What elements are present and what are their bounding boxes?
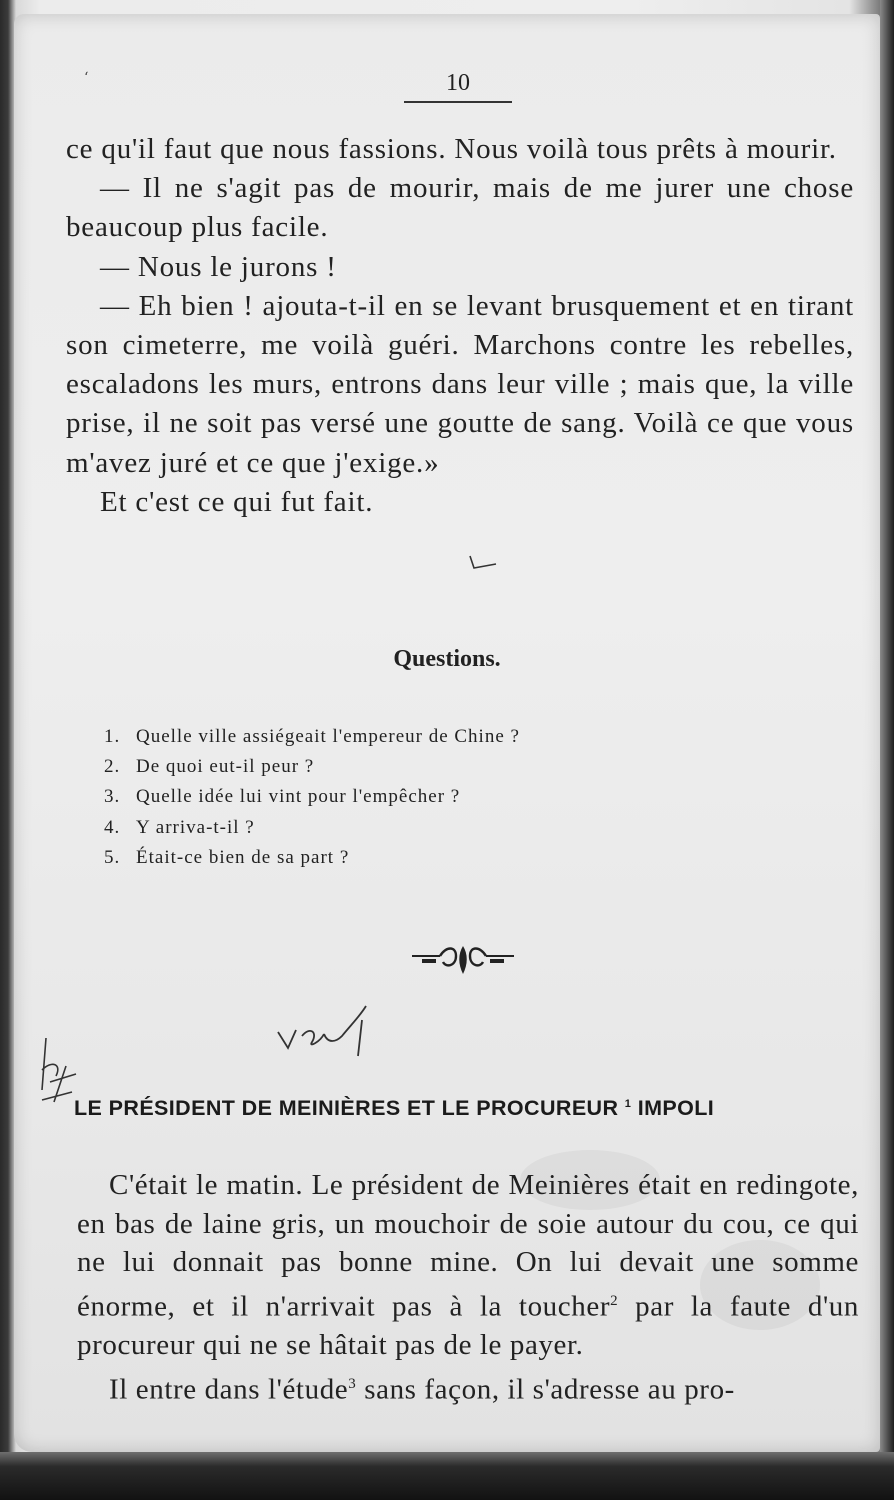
question-text: Était-ce bien de sa part ? [136, 846, 350, 868]
story-title [74, 1096, 864, 1121]
paragraph: Et c'est ce qui fut fait. [100, 485, 374, 518]
question-number: 2. [104, 756, 121, 778]
paragraph [77, 1365, 859, 1409]
question-text: De quoi eut-il peur ? [136, 756, 315, 778]
paragraph [77, 1166, 859, 1365]
pencil-annotation [270, 996, 390, 1060]
question-item [104, 752, 664, 782]
question-item [104, 722, 664, 752]
question-item [104, 843, 664, 873]
paragraph: — Nous le jurons ! [100, 250, 337, 283]
paragraph: — Il ne s'agit pas de mourir, mais de me jurer une chose beaucoup plus facile. [66, 172, 854, 244]
question-text: Quelle ville assiégeait l'empereur de Chine ? [136, 726, 520, 747]
question-number: 5. [104, 846, 121, 868]
story-title-text: IMPOLI [637, 1096, 715, 1120]
footnote-marker: 2 [610, 1292, 619, 1309]
story-title-text: LE PRÉSIDENT DE MEINIÈRES ET LE PROCUREUR [74, 1096, 619, 1120]
question-number: 1. [104, 726, 121, 747]
paragraph-text: par la faute d'un procureur qui ne se hâtait pas de le payer. [77, 1290, 859, 1362]
page-number: 10 [404, 70, 512, 103]
story-ending [66, 130, 854, 522]
questions-heading: Questions. [393, 646, 501, 672]
question-item [104, 782, 664, 812]
question-item [104, 813, 664, 843]
question-text: Y arriva-t-il ? [136, 816, 255, 838]
paragraph-text: Il entre dans l'étude [109, 1373, 349, 1406]
footnote-marker: 1 [624, 1097, 632, 1110]
question-number: 4. [104, 816, 121, 838]
paragraph-text: sans façon, il s'adresse au pro- [356, 1373, 735, 1406]
footnote-marker: 3 [348, 1375, 357, 1392]
paragraph-text: C'était le matin. Le président de Meinières était en redingote, en bas de laine gris, un mouchoir de soie autour du cou, ce qui ne lui donnait pas bonne mine. On lui devait une somme énorme, et il n'arrivait pas à la toucher [77, 1169, 859, 1323]
scan-border [0, 1452, 894, 1500]
question-text: Quelle idée lui vint pour l'empêcher ? [136, 786, 461, 808]
paragraph: ce qu'il faut que nous fassions. Nous voilà tous prêts à mourir. [66, 133, 837, 165]
question-number: 3. [104, 786, 121, 808]
pencil-tick-mark [466, 552, 500, 574]
paragraph: — Eh bien ! ajouta-t-il en se levant brusquement et en tirant son cimeterre, me voilà guéri. Marchons contre les rebelles, escaladons les murs, entrons dans leur ville ; mais que, la ville prise, il ne soit pas versé une goutte de sang. Voilà ce que vous m'avez juré et ce que j'exige.» [66, 289, 854, 479]
story-body [77, 1166, 859, 1409]
questions-list [104, 722, 664, 873]
ornament-divider-icon [410, 942, 516, 978]
scan-border [880, 0, 894, 1500]
margin-mark: ‘ [84, 70, 89, 86]
